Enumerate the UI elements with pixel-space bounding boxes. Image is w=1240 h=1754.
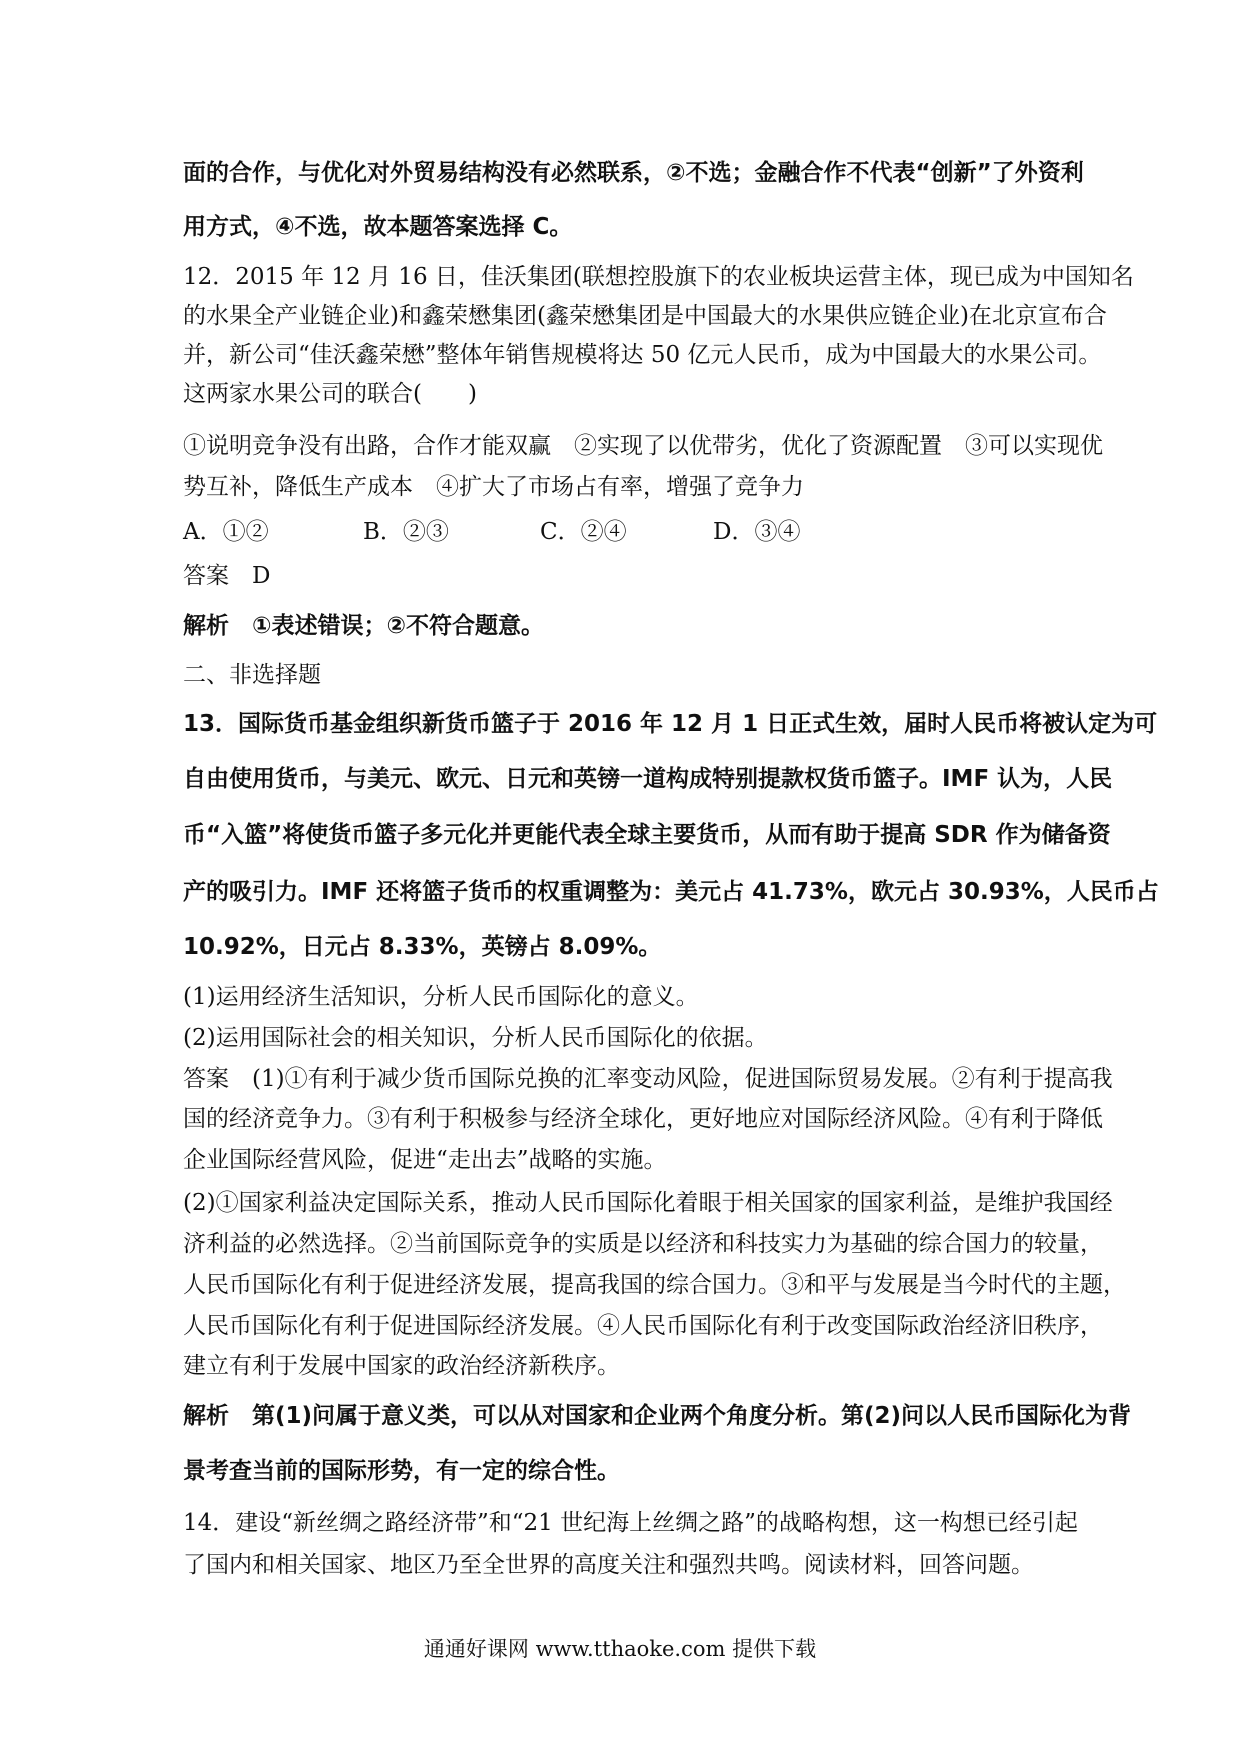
answer-13-line: 济利益的必然选择。②当前国际竞争的实质是以经济和科技实力为基础的综合国力的较量， xyxy=(183,1231,1103,1257)
answer-13-line: 答案 (1)①有利于减少货币国际兑换的汇率变动风险，促进国际贸易发展。②有利于提高我 xyxy=(183,1066,1113,1092)
question-12-line: 这两家水果公司的联合( ) xyxy=(183,381,477,407)
question-14-line: 了国内和相关国家、地区乃至全世界的高度关注和强烈共鸣。阅读材料，回答问题。 xyxy=(183,1552,1034,1578)
question-12-line: 的水果全产业链企业)和鑫荣懋集团(鑫荣懋集团是中国最大的水果供应链企业)在北京宣布合 xyxy=(183,303,1107,329)
analysis-13-line: 景考查当前的国际形势，有一定的综合性。 xyxy=(183,1458,620,1484)
question-12-line: 12．2015 年 12 月 16 日，佳沃集团(联想控股旗下的农业板块运营主体，现已成为中国知名 xyxy=(183,264,1134,290)
analysis-12: 解析 ①表述错误；②不符合题意。 xyxy=(183,613,544,639)
question-13-line: 13．国际货币基金组织新货币篮子于 2016 年 12 月 1 日正式生效，届时人民币将被认定为可 xyxy=(183,711,1158,737)
answer-13-line: 企业国际经营风险，促进“走出去”战略的实施。 xyxy=(183,1147,667,1173)
section-heading: 二、非选择题 xyxy=(183,662,321,688)
text-line: 用方式，④不选，故本题答案选择 C。 xyxy=(183,214,573,240)
answer-13-line: 人民币国际化有利于促进国际经济发展。④人民币国际化有利于改变国际政治经济旧秩序， xyxy=(183,1313,1103,1339)
text-line: 面的合作，与优化对外贸易结构没有必然联系，②不选；金融合作不代表“创新”了外资利 xyxy=(183,160,1084,186)
answer-13-line: (2)①国家利益决定国际关系，推动人民币国际化着眼于相关国家的国家利益，是维护我国经 xyxy=(183,1190,1113,1216)
answer-13-line: 国的经济竞争力。③有利于积极参与经济全球化，更好地应对国际经济风险。④有利于降低 xyxy=(183,1106,1103,1132)
option-a: A．①② xyxy=(183,519,269,545)
option-c: C．②④ xyxy=(540,519,627,545)
option-b: B．②③ xyxy=(363,519,449,545)
analysis-13-line: 解析 第(1)问属于意义类，可以从对国家和企业两个角度分析。第(2)问以人民币国际化为背 xyxy=(183,1403,1132,1429)
page-footer: 通通好课网 www.tthaoke.com 提供下载 xyxy=(423,1637,817,1661)
question-13-line: 自由使用货币，与美元、欧元、日元和英镑一道构成特别提款权货币篮子。IMF 认为，人民 xyxy=(183,766,1113,792)
answer-13-line: 建立有利于发展中国家的政治经济新秩序。 xyxy=(183,1353,620,1379)
question-13-line: 产的吸引力。IMF 还将篮子货币的权重调整为：美元占 41.73%，欧元占 30.93%，人民币占 xyxy=(183,879,1159,905)
question-13-line: 10.92%，日元占 8.33%，英镑占 8.09%。 xyxy=(183,934,662,960)
answer-13-line: 人民币国际化有利于促进经济发展，提高我国的综合国力。③和平与发展是当今时代的主题， xyxy=(183,1272,1126,1298)
question-12-line: ①说明竞争没有出路，合作才能双赢 ②实现了以优带劣，优化了资源配置 ③可以实现优 xyxy=(183,433,1103,459)
question-12-line: 并，新公司“佳沃鑫荣懋”整体年销售规模将达 50 亿元人民币，成为中国最大的水果公司。 xyxy=(183,342,1102,368)
question-12-line: 势互补，降低生产成本 ④扩大了市场占有率，增强了竞争力 xyxy=(183,474,804,500)
question-13-sub: (2)运用国际社会的相关知识，分析人民币国际化的依据。 xyxy=(183,1025,768,1051)
question-13-line: 币“入篮”将使货币篮子多元化并更能代表全球主要货币，从而有助于提高 SDR 作为储备资 xyxy=(183,822,1111,848)
option-d: D．③④ xyxy=(713,519,801,545)
question-14-line: 14．建设“新丝绸之路经济带”和“21 世纪海上丝绸之路”的战略构想，这一构想已经引起 xyxy=(183,1510,1078,1536)
question-13-sub: (1)运用经济生活知识，分析人民币国际化的意义。 xyxy=(183,984,699,1010)
answer-12: 答案 D xyxy=(183,563,271,589)
